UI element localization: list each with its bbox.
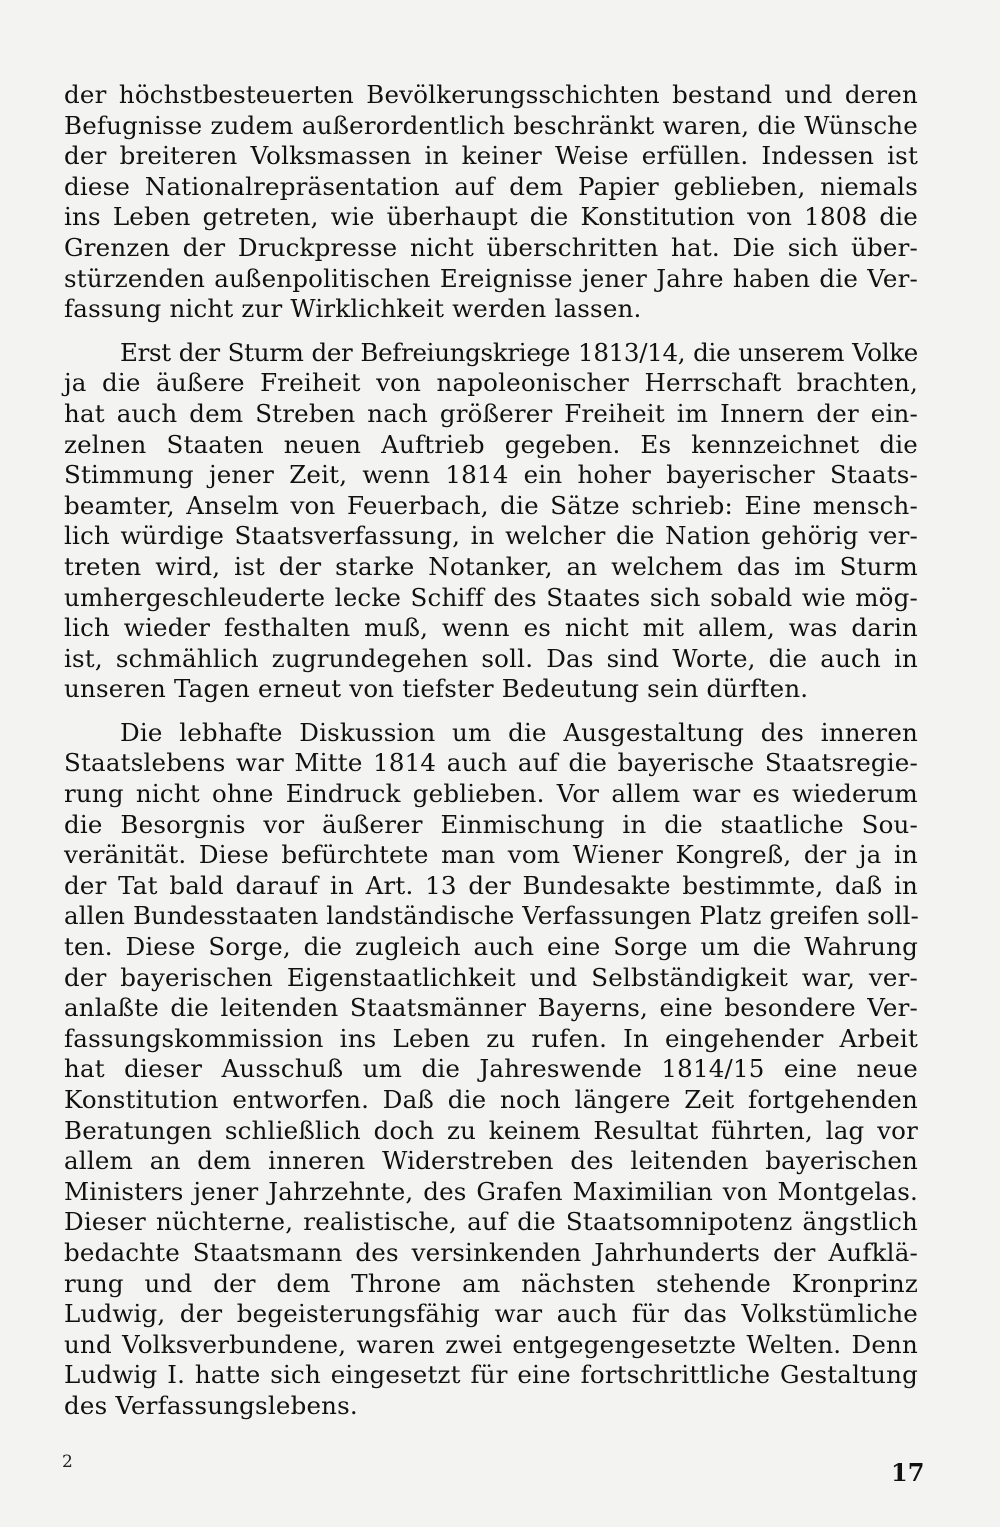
text-line: lich wieder festhalten muß, wenn es nicht mit allem, was darin: [64, 613, 918, 643]
signature-mark: 2: [62, 1452, 73, 1472]
text-line: Staatslebens war Mitte 1814 auch auf die bayerische Staatsregie-: [64, 748, 918, 778]
text-line: allem an dem inneren Widerstreben des leitenden bayerischen: [64, 1146, 918, 1176]
paragraph-3: [64, 718, 918, 1422]
paragraph-1: [64, 80, 918, 325]
text-line: ist, schmählich zugrundegehen soll. Das sind Worte, die auch in: [64, 643, 918, 673]
text-line: ten. Diese Sorge, die zugleich auch eine Sorge um die Wahrung: [64, 932, 918, 962]
body-text: [64, 80, 918, 1422]
text-line: Dieser nüchterne, realistische, auf die Staatsomnipotenz ängstlich: [64, 1207, 918, 1237]
text-line: Erst der Sturm der Befreiungskriege 1813/14, die unserem Volke: [120, 337, 918, 367]
text-line: zelnen Staaten neuen Auftrieb gegeben. Es kennzeichnet die: [64, 429, 918, 459]
text-line: Die lebhafte Diskussion um die Ausgestaltung des inneren: [120, 717, 918, 747]
text-line: Ludwig I. hatte sich eingesetzt für eine fortschrittliche Gestaltung: [64, 1360, 918, 1390]
text-line: des Verfassungslebens.: [64, 1390, 358, 1420]
text-line: fassungskommission ins Leben zu rufen. In eingehender Arbeit: [64, 1023, 918, 1053]
text-line: rung nicht ohne Eindruck geblieben. Vor allem war es wiederum: [64, 779, 918, 809]
text-line: und Volksverbundene, waren zwei entgegengesetzte Welten. Denn: [64, 1329, 918, 1359]
text-line: unseren Tagen erneut von tiefster Bedeutung sein dürften.: [64, 674, 809, 704]
text-line: der breiteren Volksmassen in keiner Weise erfüllen. Indessen ist: [64, 141, 918, 171]
text-line: der höchstbesteuerten Bevölkerungsschichten bestand und deren: [64, 80, 918, 109]
text-line: umhergeschleuderte lecke Schiff des Staates sich sobald wie mög-: [64, 582, 918, 612]
text-line: hat auch dem Streben nach größerer Freiheit im Innern der ein-: [64, 398, 918, 428]
text-line: bedachte Staatsmann des versinkenden Jahrhunderts der Aufklä-: [64, 1237, 918, 1267]
text-line: Beratungen schließlich doch zu keinem Resultat führten, lag vor: [64, 1115, 918, 1145]
text-line: diese Nationalrepräsentation auf dem Papier geblieben, niemals: [64, 171, 918, 201]
text-line: Ministers jener Jahrzehnte, des Grafen Maximilian von Montgelas.: [64, 1176, 918, 1206]
text-line: treten wird, ist der starke Notanker, an welchem das im Sturm: [64, 551, 918, 581]
text-line: Ludwig, der begeisterungsfähig war auch für das Volkstümliche: [64, 1299, 918, 1329]
text-line: fassung nicht zur Wirklichkeit werden lassen.: [64, 294, 642, 324]
text-line: stürzenden außenpolitischen Ereignisse jener Jahre haben die Ver-: [64, 263, 918, 293]
text-line: Grenzen der Druckpresse nicht überschritten hat. Die sich über-: [64, 232, 918, 262]
paragraph-2: [64, 338, 918, 705]
text-line: lich würdige Staatsverfassung, in welcher die Nation gehörig ver-: [64, 521, 918, 551]
text-line: anlaßte die leitenden Staatsmänner Bayerns, eine besondere Ver-: [64, 993, 918, 1023]
text-line: rung und der dem Throne am nächsten stehende Kronprinz: [64, 1268, 918, 1298]
page-number: 17: [891, 1458, 925, 1487]
text-line: Befugnisse zudem außerordentlich beschränkt waren, die Wünsche: [64, 110, 918, 140]
text-line: ja die äußere Freiheit von napoleonischer Herrschaft brachten,: [64, 368, 918, 398]
text-line: der bayerischen Eigenstaatlichkeit und Selbständigkeit war, ver-: [64, 962, 918, 992]
text-line: hat dieser Ausschuß um die Jahreswende 1814/15 eine neue: [64, 1054, 918, 1084]
text-line: Konstitution entworfen. Daß die noch längere Zeit fortgehenden: [64, 1085, 918, 1114]
text-line: Stimmung jener Zeit, wenn 1814 ein hoher bayerischer Staats-: [64, 460, 918, 490]
text-line: veränität. Diese befürchtete man vom Wiener Kongreß, der ja in: [64, 840, 918, 870]
text-line: der Tat bald darauf in Art. 13 der Bundesakte bestimmte, daß in: [64, 870, 918, 900]
text-line: ins Leben getreten, wie überhaupt die Konstitution von 1808 die: [64, 202, 918, 232]
text-line: beamter, Anselm von Feuerbach, die Sätze schrieb: Eine mensch-: [64, 490, 918, 520]
text-line: die Besorgnis vor äußerer Einmischung in die staatliche Sou-: [64, 809, 918, 839]
text-line: allen Bundesstaaten landständische Verfassungen Platz greifen soll-: [64, 901, 919, 931]
